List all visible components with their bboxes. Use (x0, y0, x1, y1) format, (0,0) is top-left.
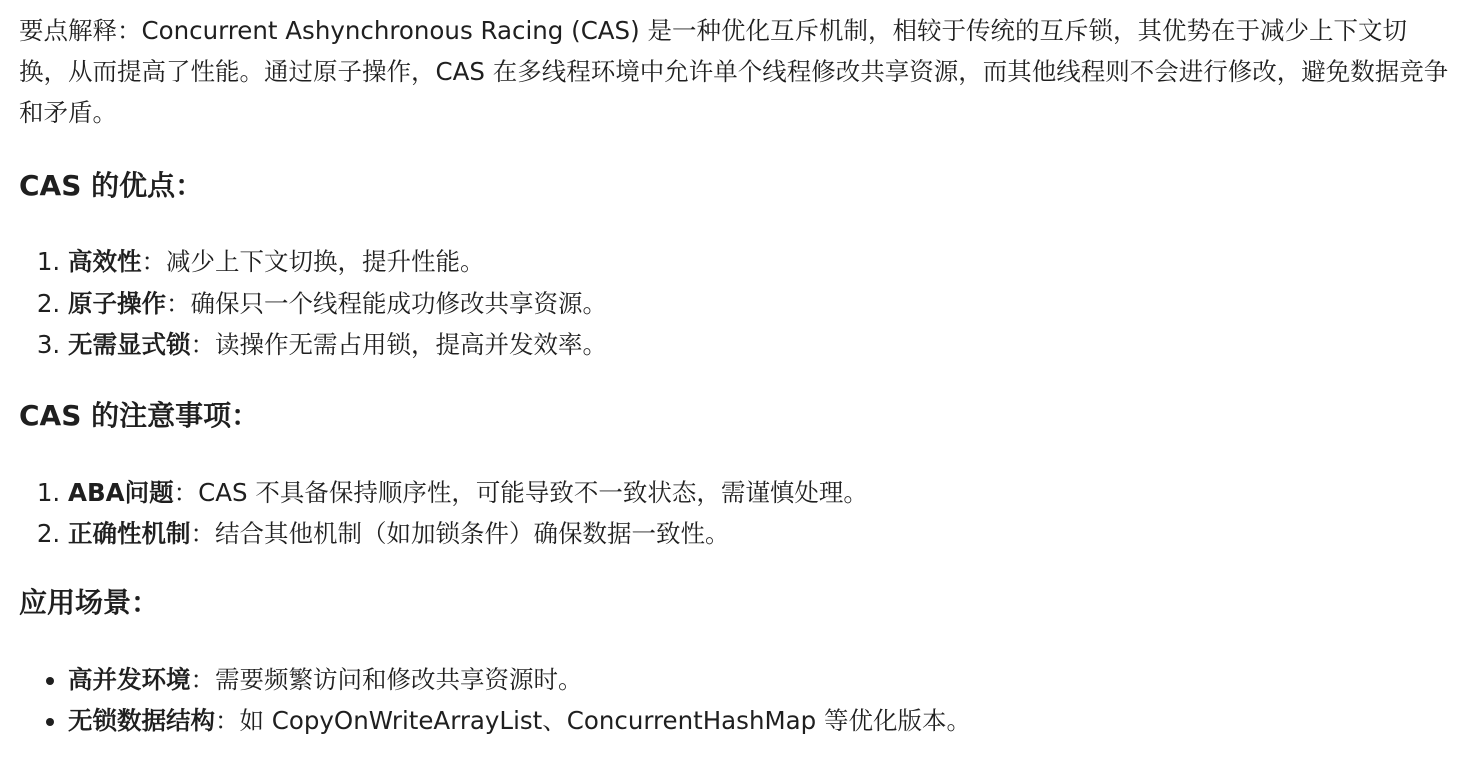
item-separator: ： (190, 330, 215, 359)
list-item (68, 700, 1449, 742)
item-separator: ： (215, 706, 240, 735)
advantages-heading: CAS 的优点： (19, 169, 204, 202)
item-desc: CAS 不具备保持顺序性，可能导致不一致状态，需谨慎处理。 (198, 477, 868, 507)
cautions-list (19, 472, 1449, 555)
advantages-list (19, 241, 1449, 366)
intro-text: Concurrent Ashynchronous Racing (CAS) 是一种优化互斥机制，相较于传统的互斥锁，其优势在于减少上下文切换，从而提高了性能。通过原子操作，CAS 在多线程环境中允许单个线程修改共享资源，而其他线程则不会进行修改，避免数据竞争和矛盾。 (19, 16, 1449, 127)
intro-paragraph (19, 10, 1449, 133)
item-separator: ： (190, 519, 215, 548)
item-title: 无锁数据结构 (68, 706, 215, 735)
cautions-heading: CAS 的注意事项： (19, 398, 260, 432)
item-title: ABA问题 (68, 477, 174, 507)
item-separator: ： (166, 288, 191, 318)
item-desc: 确保只一个线程能成功修改共享资源。 (190, 288, 607, 318)
list-item (68, 241, 1449, 283)
item-desc: 需要频繁访问和修改共享资源时。 (215, 664, 583, 694)
list-item (68, 324, 1449, 366)
item-separator: ： (190, 664, 215, 694)
list-item (68, 283, 1449, 325)
item-desc: 读操作无需占用锁，提高并发效率。 (215, 330, 607, 359)
intro-label: 要点解释： (19, 16, 142, 45)
item-title: 原子操作 (68, 288, 166, 318)
item-separator: ： (173, 477, 199, 507)
list-item (68, 472, 1449, 514)
item-desc: 如 CopyOnWriteArrayList、ConcurrentHashMap 等优化版本。 (239, 706, 971, 735)
item-separator: ： (141, 247, 166, 276)
item-title: 无需显式锁 (68, 330, 191, 359)
item-title: 正确性机制 (68, 519, 191, 548)
item-desc: 减少上下文切换，提升性能。 (166, 247, 485, 276)
item-title: 高效性 (68, 247, 142, 276)
item-desc: 结合其他机制（如加锁条件）确保数据一致性。 (215, 519, 730, 548)
scenarios-list (19, 659, 1449, 742)
scenarios-heading: 应用场景： (19, 585, 160, 619)
list-item (68, 513, 1449, 555)
list-item (68, 659, 1449, 701)
item-title: 高并发环境 (68, 664, 191, 694)
